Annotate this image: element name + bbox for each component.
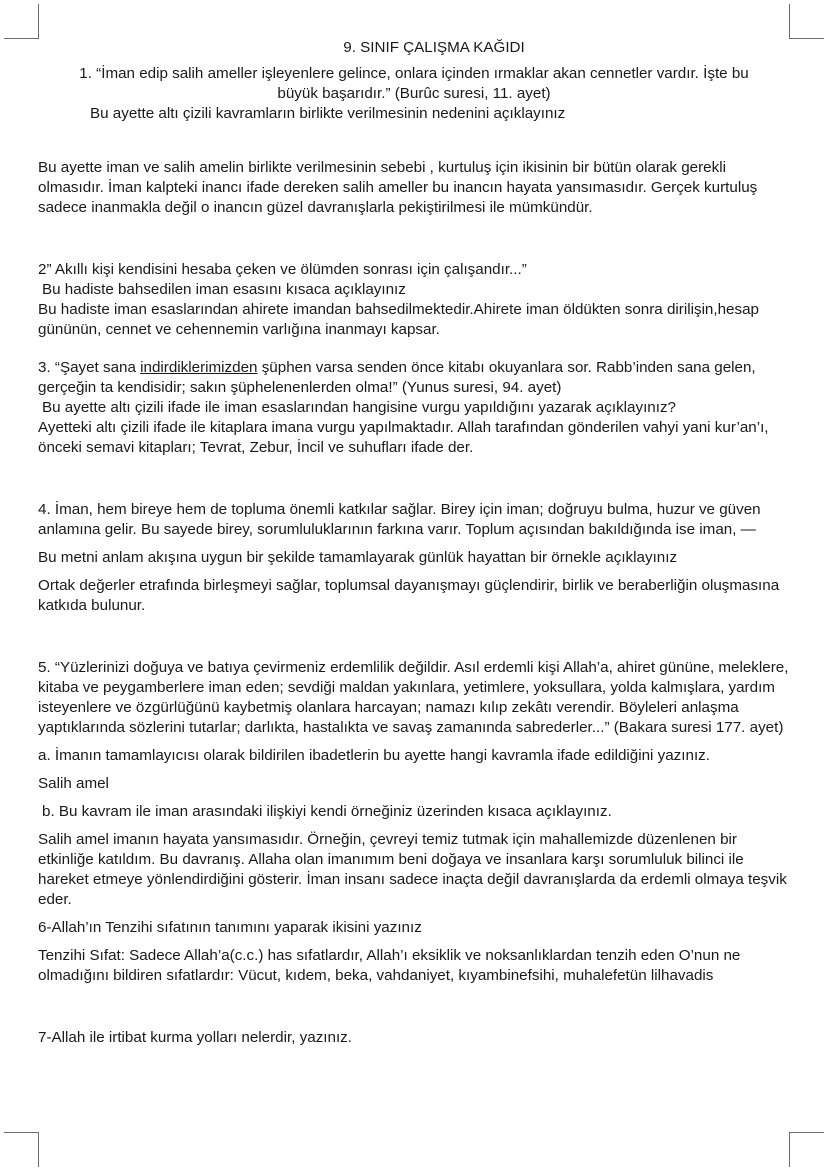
q6-answer: Tenzihi Sıfat: Sadece Allah’a(c.c.) has sıfatlardır, Allah’ı eksiklik ve noksanlıklardan tenzih eden O’nun ne olmadığını bildiren sıfatlardır: Vücut, kıdem, beka, vahdaniyet, kıyambinefsihi, muhalefetün lilhavadis (38, 947, 741, 984)
q1-line2: büyük başarıdır.” (Burûc suresi, 11. ayet) (277, 85, 551, 102)
q7-question: 7-Allah ile irtibat kurma yolları nelerdir, yazınız. (38, 1029, 352, 1046)
crop-mark-top-left (4, 4, 39, 39)
q5a-answer: Salih amel (38, 775, 109, 792)
q1-line1: 1. “İman edip salih ameller işleyenlere gelince, onlara içinden ırmaklar akan cennetler vardır. İşte bu (79, 65, 749, 82)
q5b-question: b. Bu kavram ile iman arasındaki ilişkiyi kendi örneğiniz üzerinden kısaca açıklayınız. (42, 803, 612, 820)
q6-question: 6-Allah’ın Tenzihi sıfatının tanımını yaparak ikisini yazınız (38, 919, 422, 936)
q3-text-post: şüphen varsa senden önce kitabı okuyanlara sor. Rabb’inden sana gelen, gerçeğin ta kendisidir; sakın şüphelenenlerden olma!” (Yunus suresi, 94. ayet) (38, 359, 756, 396)
q3-underlined-phrase: indirdiklerimizden (140, 359, 258, 376)
q2-instruction: Bu hadiste bahsedilen iman esasını kısaca açıklayınız (42, 281, 406, 298)
q3-text (38, 358, 790, 398)
q1-instruction: Bu ayette altı çizili kavramların birlikte verilmesinin nedenini açıklayınız (90, 105, 566, 122)
page-title: 9. SINIF ÇALIŞMA KAĞIDI (343, 39, 525, 56)
q5b-answer: Salih amel imanın hayata yansımasıdır. Örneğin, çevreyi temiz tutmak için mahallemizde düzenlenen bir etkinliğe katıldım. Bu davranış. Allaha olan imanımım beni doğaya ve insanlara karşı sorumluluk bilinci ile hareket etmeye yönlendirdiğini gösterir. İman insanı sadece inaçta değil davranışlarda da erdemli olmaya teşvik eder. (38, 831, 787, 908)
q2-quote: 2” Akıllı kişi kendisini hesaba çeken ve ölümden sonrası için çalışandır...” (38, 261, 527, 278)
q3-instruction: Bu ayette altı çizili ifade ile iman esaslarından hangisine vurgu yapıldığını yazarak açıklayınız? (42, 399, 677, 416)
crop-mark-top-right (789, 4, 824, 39)
q4-answer: Ortak değerler etrafında birleşmeyi sağlar, toplumsal dayanışmayı güçlendirir, birlik ve beraberliğin oluşmasına katkıda bulunur. (38, 577, 780, 614)
q5-text: 5. “Yüzlerinizi doğuya ve batıya çevirmeniz erdemlilik değildir. Asıl erdemli kişi Allah’a, ahiret gününe, meleklere, kitaba ve peygamberlere iman eden; sevdiği maldan yakınlara, yetimlere, yoksullara, yolda kalmışlara, yardım isteyenlere ve özgürlüğünü kaybetmiş olanlara harcayan; namazı kılıp zekâtı verendir. Böyleleri anlaşma yaptıklarında sözlerini tutarlar; darlıkta, hastalıkta ve savaş zamanında sabrederler...” (Bakara suresi 177. ayet) (38, 659, 789, 736)
q4-instruction: Bu metni anlam akışına uygun bir şekilde tamamlayarak günlük hayattan bir örnekle açıklayınız (38, 549, 678, 566)
q3-text-pre: 3. “Şayet sana (38, 359, 141, 376)
q1-answer: Bu ayette iman ve salih amelin birlikte verilmesinin sebebi , kurtuluş için ikisinin bir bütün olarak gerekli olmasıdır. İman kalpteki inancı ifade dereken salih ameller bu inancın hayata yansımasıdır. Gerçek kurtuluş sadece inanmakla değil o inancın güzel davranışlarla pekiştirilmesi ile mümkündür. (38, 159, 758, 216)
worksheet-body (38, 38, 790, 1048)
q3-answer: Ayetteki altı çizili ifade ile kitaplara imana vurgu yapılmaktadır. Allah tarafından gönderilen vahyi yani kur’an’ı, önceki semavi kitapları; Tevrat, Zebur, İncil ve suhufları ifade der. (38, 419, 769, 456)
q4-text: 4. İman, hem bireye hem de topluma önemli katkılar sağlar. Birey için iman; doğruyu bulma, huzur ve güven anlamına gelir. Bu sayede birey, sorumluluklarının farkına varır. Toplum açısından bakıldığında ise iman, — (38, 501, 761, 538)
crop-mark-bottom-left (4, 1132, 39, 1167)
q2-answer: Bu hadiste iman esaslarından ahirete imandan bahsedilmektedir.Ahirete iman öldükten sonra dirilişin,hesap gününün, cennet ve cehennemin varlığına inanmayı kapsar. (38, 301, 759, 338)
q5a-question: a. İmanın tamamlayıcısı olarak bildirilen ibadetlerin bu ayette hangi kavramla ifade edildiğini yazınız. (38, 747, 710, 764)
crop-mark-bottom-right (789, 1132, 824, 1167)
